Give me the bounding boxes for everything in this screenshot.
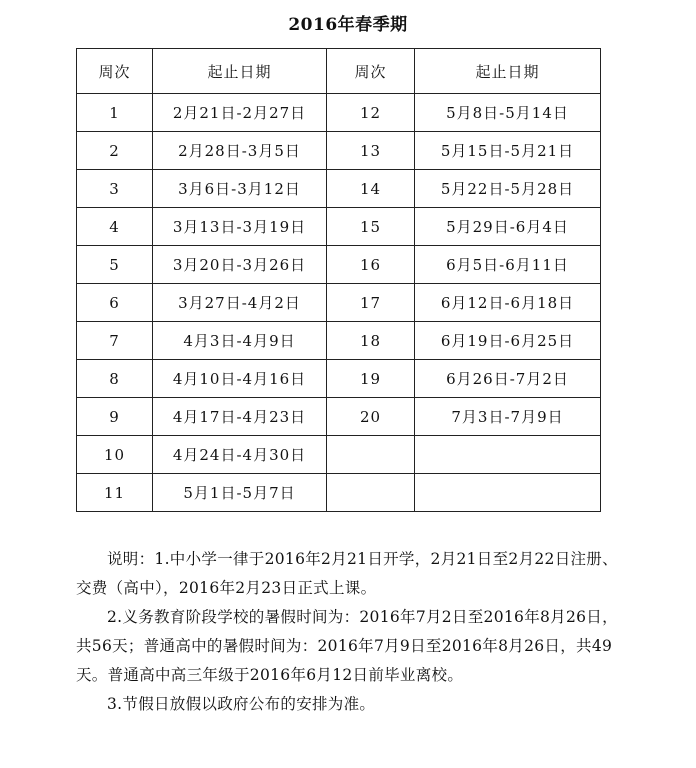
week-cell: 12 bbox=[327, 94, 415, 132]
note-1 bbox=[76, 545, 632, 603]
date-range-cell: 3月20日-3月26日 bbox=[153, 246, 327, 284]
date-range-cell: 6月19日-6月25日 bbox=[415, 322, 601, 360]
week-cell: 16 bbox=[327, 246, 415, 284]
week-cell: 20 bbox=[327, 398, 415, 436]
table-row bbox=[77, 208, 601, 246]
week-cell: 17 bbox=[327, 284, 415, 322]
week-cell: 7 bbox=[77, 322, 153, 360]
date-range-cell: 2月21日-2月27日 bbox=[153, 94, 327, 132]
date-range-cell: 2月28日-3月5日 bbox=[153, 132, 327, 170]
table-row bbox=[77, 322, 601, 360]
date-range-cell: 6月12日-6月18日 bbox=[415, 284, 601, 322]
date-range-cell bbox=[415, 436, 601, 474]
date-range-cell: 4月10日-4月16日 bbox=[153, 360, 327, 398]
header-date-range-2: 起止日期 bbox=[415, 49, 601, 94]
table-row bbox=[77, 398, 601, 436]
table-row bbox=[77, 170, 601, 208]
date-range-cell: 4月24日-4月30日 bbox=[153, 436, 327, 474]
week-cell: 10 bbox=[77, 436, 153, 474]
header-date-range-1: 起止日期 bbox=[153, 49, 327, 94]
table-header-row bbox=[77, 49, 601, 94]
note-3: 3.节假日放假以政府公布的安排为准。 bbox=[107, 695, 376, 713]
notes-label: 说明： bbox=[107, 550, 155, 568]
week-cell: 1 bbox=[77, 94, 153, 132]
table-row bbox=[77, 246, 601, 284]
date-range-cell: 4月17日-4月23日 bbox=[153, 398, 327, 436]
header-week-2: 周次 bbox=[327, 49, 415, 94]
week-cell: 19 bbox=[327, 360, 415, 398]
table-row bbox=[77, 474, 601, 512]
date-range-cell: 5月15日-5月21日 bbox=[415, 132, 601, 170]
week-cell: 9 bbox=[77, 398, 153, 436]
week-cell: 14 bbox=[327, 170, 415, 208]
week-cell: 6 bbox=[77, 284, 153, 322]
table-row bbox=[77, 132, 601, 170]
table-row bbox=[77, 284, 601, 322]
date-range-cell: 6月26日-7月2日 bbox=[415, 360, 601, 398]
notes-section bbox=[76, 545, 632, 719]
page-title: 2016年春季期 bbox=[288, 15, 408, 35]
date-range-cell: 5月29日-6月4日 bbox=[415, 208, 601, 246]
date-range-cell: 5月1日-5月7日 bbox=[153, 474, 327, 512]
header-week-1: 周次 bbox=[77, 49, 153, 94]
week-cell: 5 bbox=[77, 246, 153, 284]
date-range-cell: 7月3日-7月9日 bbox=[415, 398, 601, 436]
date-range-cell bbox=[415, 474, 601, 512]
date-range-cell: 5月22日-5月28日 bbox=[415, 170, 601, 208]
week-cell: 4 bbox=[77, 208, 153, 246]
note-1-text: 1.中小学一律于2016年2月21日开学，2月21日至2月22日注册、交费（高中），2016年2月23日正式上课。 bbox=[76, 550, 618, 597]
date-range-cell: 4月3日-4月9日 bbox=[153, 322, 327, 360]
schedule-table bbox=[76, 48, 601, 512]
week-cell: 15 bbox=[327, 208, 415, 246]
week-cell: 8 bbox=[77, 360, 153, 398]
date-range-cell: 6月5日-6月11日 bbox=[415, 246, 601, 284]
date-range-cell: 3月13日-3月19日 bbox=[153, 208, 327, 246]
date-range-cell: 5月8日-5月14日 bbox=[415, 94, 601, 132]
note-2: 2.义务教育阶段学校的暑假时间为：2016年7月2日至2016年8月26日，共56天；普通高中的暑假时间为：2016年7月9日至2016年8月26日，共49天。普通高中高三年级于2016年6月12日前毕业离校。 bbox=[76, 608, 618, 684]
week-cell bbox=[327, 436, 415, 474]
week-cell: 11 bbox=[77, 474, 153, 512]
date-range-cell: 3月6日-3月12日 bbox=[153, 170, 327, 208]
table-row bbox=[77, 94, 601, 132]
week-cell: 18 bbox=[327, 322, 415, 360]
week-cell bbox=[327, 474, 415, 512]
week-cell: 13 bbox=[327, 132, 415, 170]
table-row bbox=[77, 360, 601, 398]
table-row bbox=[77, 436, 601, 474]
week-cell: 3 bbox=[77, 170, 153, 208]
date-range-cell: 3月27日-4月2日 bbox=[153, 284, 327, 322]
week-cell: 2 bbox=[77, 132, 153, 170]
